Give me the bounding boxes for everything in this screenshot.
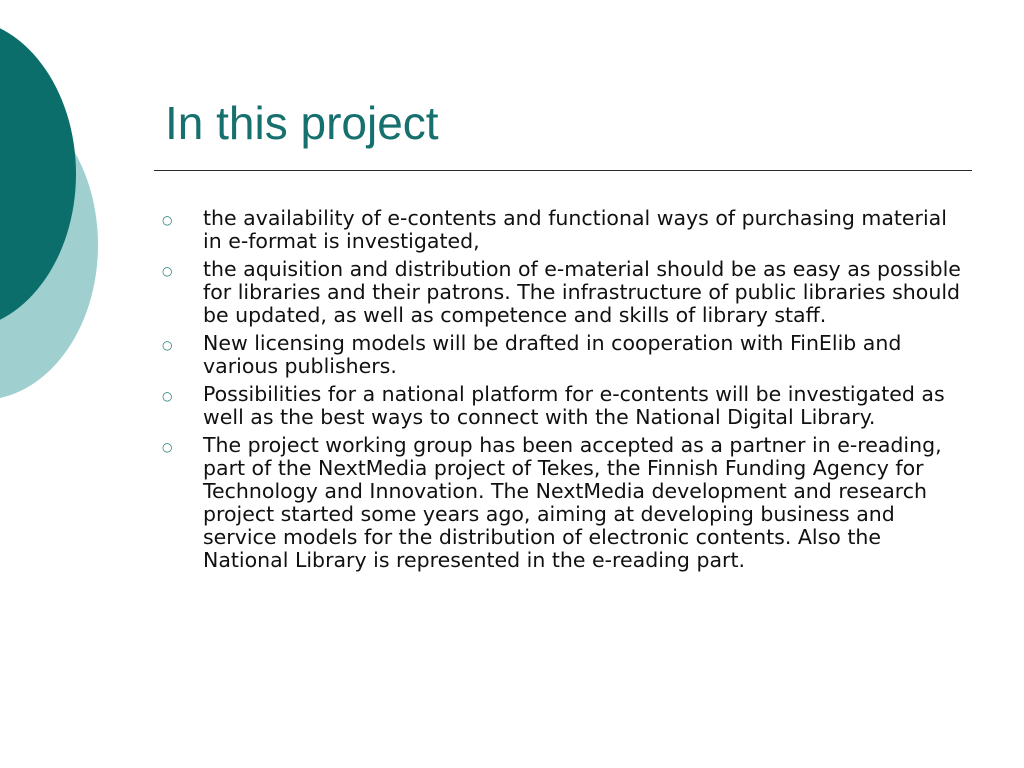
bullet-list (162, 207, 962, 577)
bullet-item (162, 434, 962, 572)
hollow-circle-bullet-icon: ○ (162, 389, 173, 403)
title-divider (154, 170, 972, 171)
bullet-text: Possibilities for a national platform for e-contents will be investigated as well as the best ways to connect with the National Digital Library. (203, 382, 945, 429)
bullet-item (162, 383, 962, 429)
hollow-circle-bullet-icon: ○ (162, 338, 173, 352)
hollow-circle-bullet-icon: ○ (162, 440, 173, 454)
slide-title: In this project (165, 97, 439, 149)
bullet-text: the availability of e-contents and functional ways of purchasing material in e-format is investigated, (203, 206, 947, 253)
bullet-item (162, 207, 962, 253)
bullet-text: The project working group has been accepted as a partner in e-reading, part of the NextMedia project of Tekes, the Finnish Funding Agency for Technology and Innovation. The NextMedia development and research project started some years ago, aiming at developing business and service models for the distribution of electronic contents. Also the National Library is represented in the e-reading part. (203, 433, 942, 572)
bullet-text: New licensing models will be drafted in cooperation with FinElib and various publishers. (203, 331, 902, 378)
hollow-circle-bullet-icon: ○ (162, 264, 173, 278)
bullet-text: the aquisition and distribution of e-material should be as easy as possible for libraries and their patrons. The infrastructure of public libraries should be updated, as well as competence and skills of library staff. (203, 257, 961, 327)
bullet-item (162, 258, 962, 327)
bullet-item (162, 332, 962, 378)
hollow-circle-bullet-icon: ○ (162, 213, 173, 227)
